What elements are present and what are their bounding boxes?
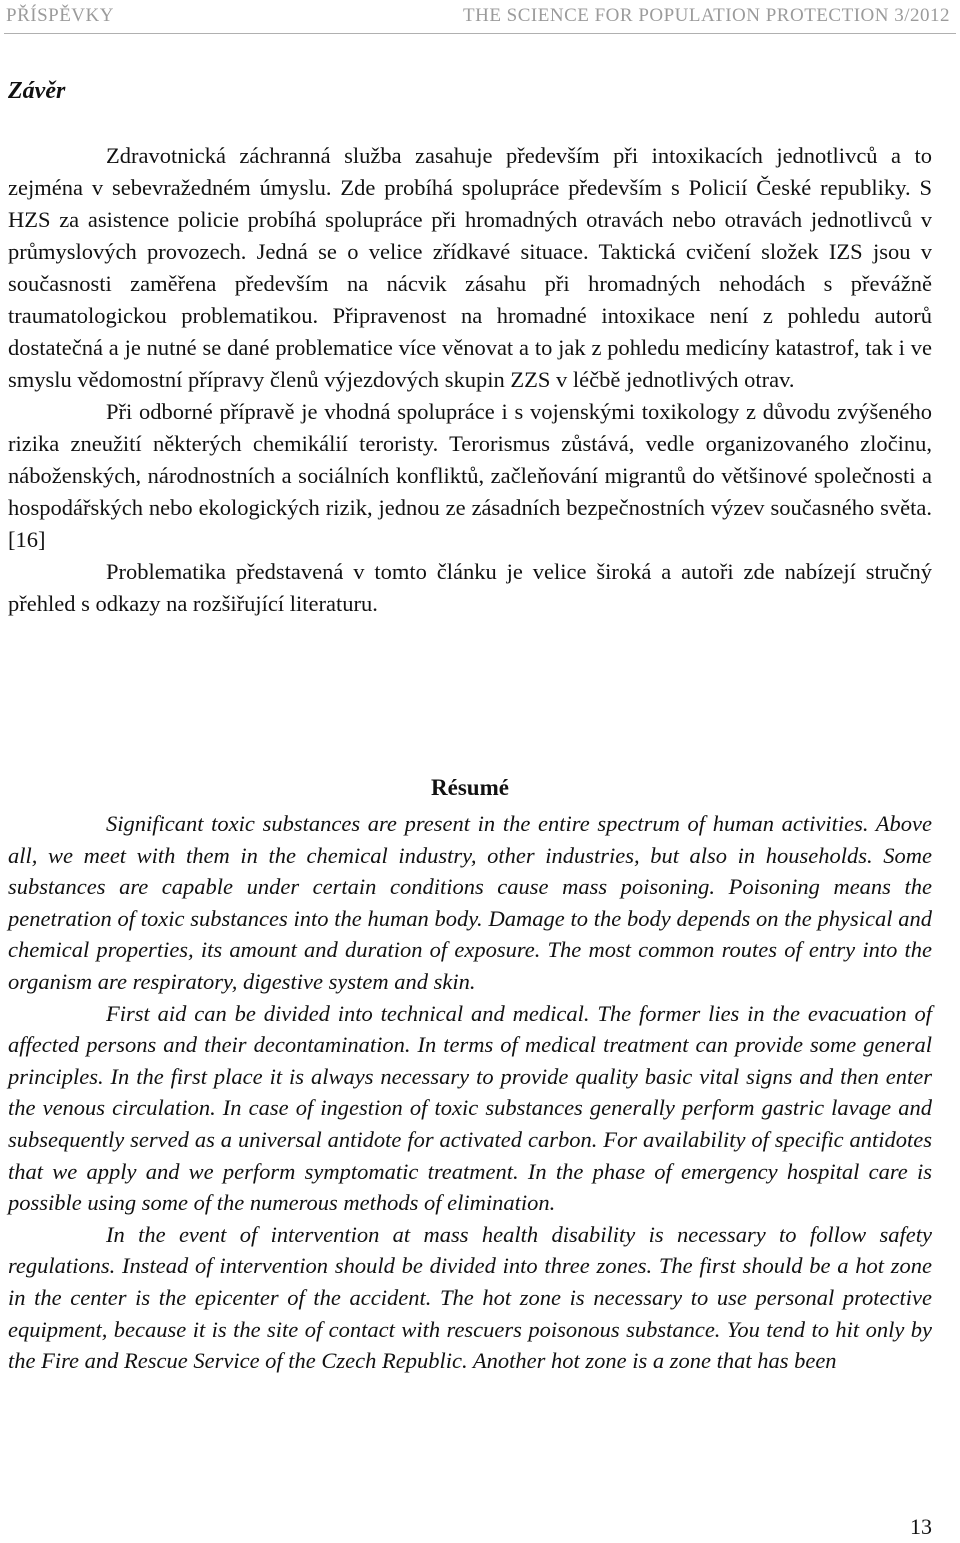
header-section-label: PŘÍSPĚVKY (6, 5, 114, 26)
conclusion-body (8, 140, 932, 620)
resume-heading: Résumé (431, 775, 509, 800)
page-number: 13 (910, 1514, 932, 1539)
conclusion-paragraph-2: Při odborné přípravě je vhodná spolupráce i s vojenskými toxikology z důvodu zvýšeného rizika zneužití některých chemikálií teroristy. Terorismus zůstává, vedle organizovaného zločinu, náboženských, národnostních a sociálních konfliktů, začleňování migrantů do většinové společnosti a hospodářských nebo ekologických rizik, jednou ze zásadních bezpečnostních výzev současného světa. [16] (8, 399, 932, 552)
conclusion-paragraph-1: Zdravotnická záchranná služba zasahuje především při intoxikacích jednotlivců a to zejména v sebevražedném úmyslu. Zde probíhá spolupráce především s Policií České republiky. S HZS za asistence policie probíhá spolupráce při hromadných otravách nebo otravách jednotlivců v průmyslových provozech. Jedná se o velice zřídkavé situace. Taktická cvičení složek IZS jsou v současnosti zaměřena především na nácvik zásahu při hromadných nehodách s převážně traumatologickou problematikou. Připravenost na hromadné intoxikace není z pohledu autorů dostatečná a je nutné se dané problematice více věnovat a to jak z pohledu medicíny katastrof, tak i ve smyslu vědomostní přípravy členů výjezdových skupin ZZS v léčbě jednotlivých otrav. (8, 143, 932, 392)
resume-paragraph-2: First aid can be divided into technical and medical. The former lies in the evacuation of affected persons and their decontamination. In terms of medical treatment can provide some general principles. In the first place it is always necessary to provide quality basic vital signs and then enter the venous circulation. In case of ingestion of toxic substances generally perform gastric lavage and subsequently served as a universal antidote for activated carbon. For availability of specific antidotes that we apply and we perform symptomatic treatment. In the phase of emergency hospital care is possible using some of the numerous methods of elimination. (8, 1000, 932, 1216)
header-divider (4, 33, 956, 34)
header-journal-title: THE SCIENCE FOR POPULATION PROTECTION 3/2012 (463, 5, 950, 26)
resume-paragraph-3: In the event of intervention at mass health disability is necessary to follow safety regulations. Instead of intervention should be divided into three zones. The first should be a hot zone in the center is the epicenter of the accident. The hot zone is necessary to use personal protective equipment, because it is the site of contact with rescuers poisonous substance. You tend to hit only by the Fire and Rescue Service of the Czech Republic. Another hot zone is a zone that has been (8, 1221, 932, 1374)
resume-paragraph-1: Significant toxic substances are present in the entire spectrum of human activities. Above all, we meet with them in the chemical industry, other industries, but also in households. Some substances are capable under certain conditions cause mass poisoning. Poisoning means the penetration of toxic substances into the human body. Damage to the body depends on the physical and chemical properties, its amount and duration of exposure. The most common routes of entry into the organism are respiratory, digestive system and skin. (8, 811, 932, 994)
resume-body (8, 808, 932, 1377)
running-header (0, 0, 960, 32)
conclusion-heading: Závěr (8, 78, 66, 104)
conclusion-paragraph-3: Problematika představená v tomto článku je velice široká a autoři zde nabízejí stručný přehled s odkazy na rozšiřující literaturu. (8, 559, 932, 616)
